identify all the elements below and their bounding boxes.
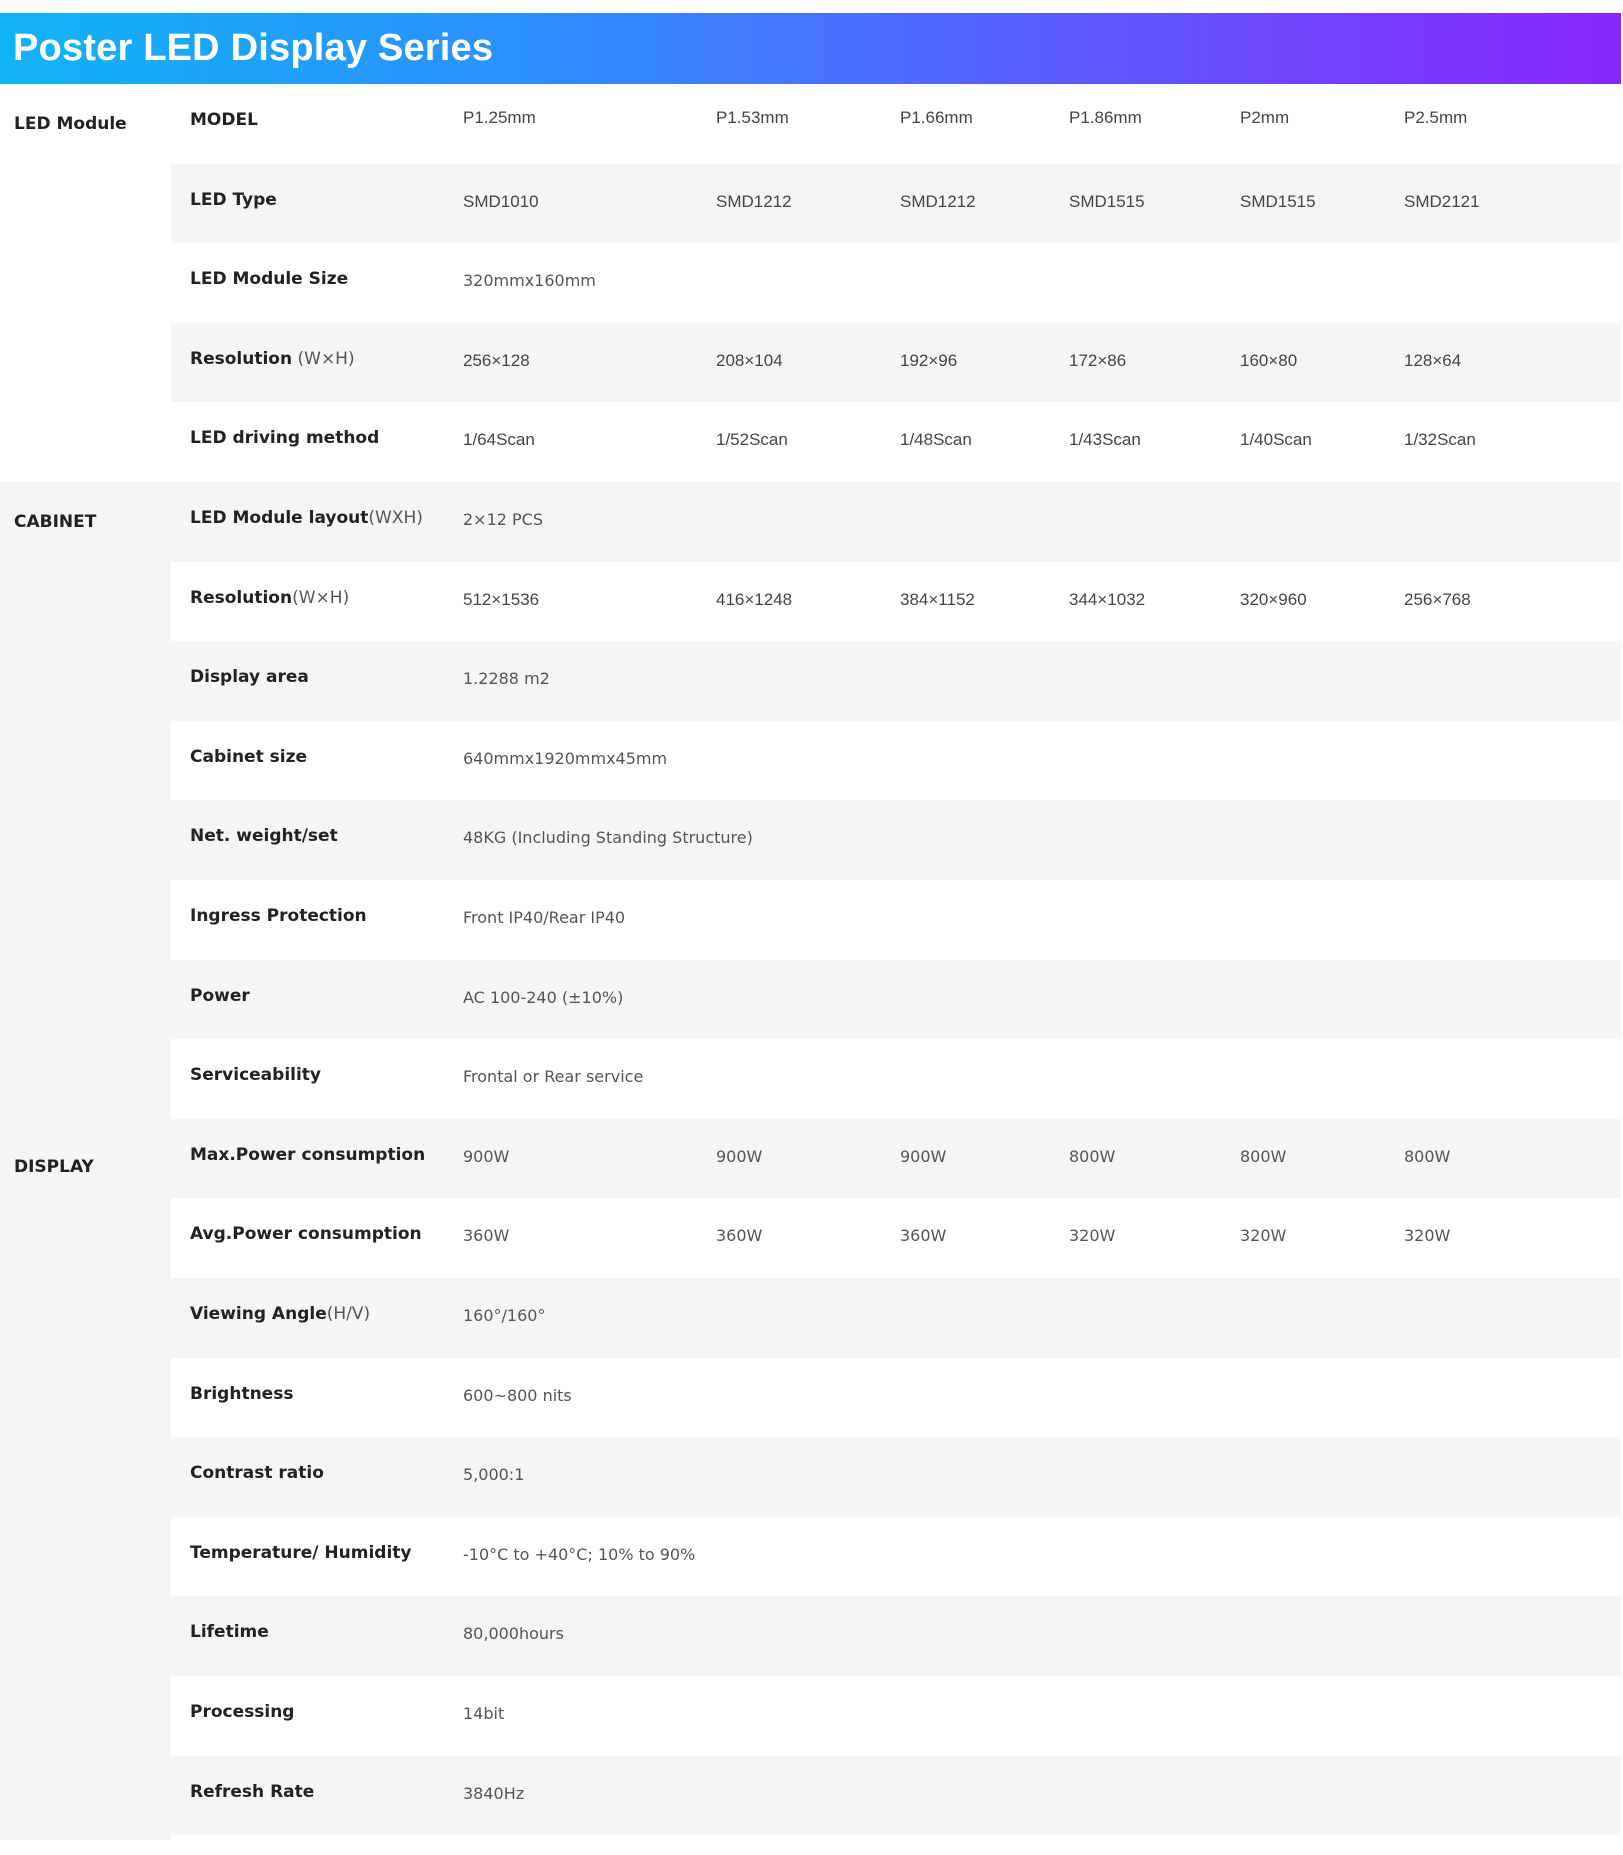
spec-value: 1.2288 m2 <box>463 669 550 689</box>
spec-value: 256×768 <box>1404 589 1471 609</box>
spec-row <box>0 1119 1621 1199</box>
spec-row <box>0 721 1621 801</box>
spec-label <box>190 1782 314 1802</box>
spec-row <box>0 880 1621 960</box>
row-background <box>171 1278 1621 1358</box>
spec-row <box>0 402 1621 482</box>
spec-label <box>190 906 367 926</box>
spec-value: 128×64 <box>1404 350 1462 370</box>
spec-value: 360W <box>900 1226 947 1246</box>
spec-value: SMD1212 <box>716 191 792 211</box>
spec-value: 1/32Scan <box>1404 430 1476 450</box>
spec-value: P1.25mm <box>463 108 536 127</box>
spec-label-text: Resolution <box>190 348 293 369</box>
spec-label <box>190 508 423 528</box>
spec-value: Frontal or Rear service <box>463 1067 644 1087</box>
spec-value: 320W <box>1240 1226 1287 1246</box>
spec-label <box>190 349 355 369</box>
spec-row <box>0 164 1621 244</box>
title-banner <box>0 13 1621 84</box>
spec-value: 360W <box>463 1226 510 1246</box>
section-label-led-module: LED Module <box>14 114 127 134</box>
spec-label <box>190 1145 425 1165</box>
spec-value: 80,000hours <box>463 1624 564 1644</box>
spec-label-text: Refresh Rate <box>190 1781 315 1802</box>
spec-value: 5,000:1 <box>463 1465 525 1485</box>
spec-value: 320×960 <box>1240 589 1307 609</box>
section-label-cabinet: CABINET <box>14 512 97 532</box>
spec-value: 172×86 <box>1069 350 1127 370</box>
spec-label-text: Resolution <box>190 587 293 608</box>
spec-label-text: Lifetime <box>190 1622 269 1643</box>
spec-value: 160×80 <box>1240 350 1298 370</box>
spec-label-text: Display area <box>190 667 309 688</box>
spec-value: 160°/160° <box>463 1306 546 1325</box>
spec-row <box>0 960 1621 1040</box>
row-background <box>171 960 1621 1040</box>
spec-value: 1/43Scan <box>1069 430 1141 450</box>
spec-row <box>0 1596 1621 1676</box>
row-background <box>171 721 1621 801</box>
spec-label-text: Serviceability <box>190 1065 322 1086</box>
spec-row <box>0 243 1621 323</box>
spec-value: 512×1536 <box>463 589 540 609</box>
spec-value: 1/64Scan <box>463 430 535 450</box>
spec-value: 320W <box>1404 1226 1451 1246</box>
spec-value: P1.53mm <box>716 108 789 127</box>
spec-row <box>0 1039 1621 1119</box>
spec-value: 1/48Scan <box>900 430 972 450</box>
spec-value: 1/52Scan <box>716 430 788 450</box>
row-background <box>171 880 1621 960</box>
spec-label-text: Max.Power consumption <box>190 1144 426 1165</box>
row-background <box>171 1039 1621 1119</box>
spec-value: 256×128 <box>463 350 530 370</box>
spec-value: P2mm <box>1240 108 1290 127</box>
spec-label <box>190 1384 293 1404</box>
spec-label-text: LED Type <box>190 189 277 210</box>
spec-value: -10°C to +40°C; 10% to 90% <box>463 1544 696 1564</box>
spec-label <box>190 826 338 846</box>
spec-value: 600~800 nits <box>463 1385 572 1405</box>
spec-value: Front IP40/Rear IP40 <box>463 908 626 927</box>
spec-label-text: Temperature/ Humidity <box>190 1542 412 1563</box>
spec-value: 900W <box>716 1146 763 1166</box>
spec-value: P1.66mm <box>900 108 973 127</box>
spec-row <box>0 1676 1621 1756</box>
spec-label <box>190 747 307 767</box>
row-background <box>171 1358 1621 1438</box>
spec-label <box>190 667 309 687</box>
spec-row <box>0 1517 1621 1597</box>
spec-row <box>0 800 1621 880</box>
spec-row <box>0 84 1621 164</box>
spec-label-text: Avg.Power consumption <box>190 1224 422 1245</box>
spec-label-text: Viewing Angle <box>190 1304 327 1324</box>
spec-row <box>0 1437 1621 1517</box>
row-background <box>171 1596 1621 1676</box>
spec-value: SMD1010 <box>463 191 539 211</box>
spec-label-suffix: (W×H) <box>292 348 355 369</box>
spec-value: 208×104 <box>716 350 783 370</box>
spec-label-text: Processing <box>190 1702 295 1722</box>
spec-label <box>190 269 348 289</box>
spec-label-text: LED driving method <box>190 428 380 449</box>
spec-value: 344×1032 <box>1069 589 1146 609</box>
spec-label-suffix: (WXH) <box>368 508 423 528</box>
spec-label-suffix: (H/V) <box>326 1304 371 1324</box>
spec-value: SMD1515 <box>1240 191 1316 211</box>
spec-value: AC 100-240 (±10%) <box>463 987 624 1007</box>
spec-label <box>190 190 277 210</box>
row-background <box>171 800 1621 880</box>
spec-label <box>190 986 250 1006</box>
spec-label-text: LED Module Size <box>190 269 349 290</box>
spec-value: 800W <box>1240 1146 1287 1166</box>
spec-value: SMD1515 <box>1069 191 1145 211</box>
spec-value: 900W <box>463 1146 510 1166</box>
spec-value: 48KG (Including Standing Structure) <box>463 828 753 848</box>
spec-value: 800W <box>1404 1146 1451 1166</box>
spec-row <box>0 1358 1621 1438</box>
spec-row <box>0 562 1621 642</box>
spec-row <box>0 1278 1621 1358</box>
spec-value: SMD1212 <box>900 191 976 211</box>
spec-value: 3840Hz <box>463 1783 525 1803</box>
spec-value: 1/40Scan <box>1240 430 1312 450</box>
row-background <box>171 243 1621 323</box>
spec-label <box>190 1304 370 1324</box>
spec-label <box>190 110 258 130</box>
spec-label-text: LED Module layout <box>190 508 369 528</box>
spec-value: 360W <box>716 1226 763 1246</box>
spec-label-text: MODEL <box>190 110 258 130</box>
spec-label-text: Brightness <box>190 1383 294 1404</box>
spec-label-text: Contrast ratio <box>190 1463 324 1484</box>
spec-value: 416×1248 <box>716 589 793 609</box>
spec-value: P1.86mm <box>1069 108 1142 127</box>
spec-label <box>190 1702 294 1722</box>
spec-label-suffix: (W×H) <box>292 587 350 608</box>
row-background <box>171 1676 1621 1756</box>
spec-label <box>190 588 349 608</box>
spec-row <box>0 323 1621 403</box>
spec-value: 192×96 <box>900 350 958 370</box>
row-background <box>171 1437 1621 1517</box>
spec-value: 900W <box>900 1146 947 1166</box>
section-label-display: DISPLAY <box>14 1157 94 1177</box>
spec-row <box>0 1756 1621 1836</box>
spec-label-text: Net. weight/set <box>190 826 338 847</box>
spec-label <box>190 1543 411 1563</box>
spec-label <box>190 1622 269 1642</box>
row-background <box>171 641 1621 721</box>
spec-label <box>190 1463 324 1483</box>
spec-label-text: Cabinet size <box>190 746 307 767</box>
spec-value: SMD2121 <box>1404 191 1480 211</box>
spec-label <box>190 1224 422 1244</box>
spec-value: 320W <box>1069 1226 1116 1246</box>
spec-label <box>190 428 379 448</box>
spec-row <box>0 1198 1621 1278</box>
spec-row <box>0 482 1621 562</box>
spec-label-text: Power <box>190 985 250 1006</box>
spec-value: 320mmx160mm <box>463 271 596 291</box>
spec-label <box>190 1065 321 1085</box>
spec-label-text: Ingress Protection <box>190 906 367 926</box>
page-title: Poster LED Display Series <box>13 27 494 69</box>
spec-value: P2.5mm <box>1404 108 1468 127</box>
spec-value: 800W <box>1069 1146 1116 1166</box>
spec-value: 384×1152 <box>900 589 975 609</box>
spec-value: 2×12 PCS <box>463 510 544 529</box>
spec-value: 640mmx1920mmx45mm <box>463 748 668 768</box>
row-background <box>171 1756 1621 1836</box>
spec-row <box>0 641 1621 721</box>
spec-value: 14bit <box>463 1704 505 1723</box>
